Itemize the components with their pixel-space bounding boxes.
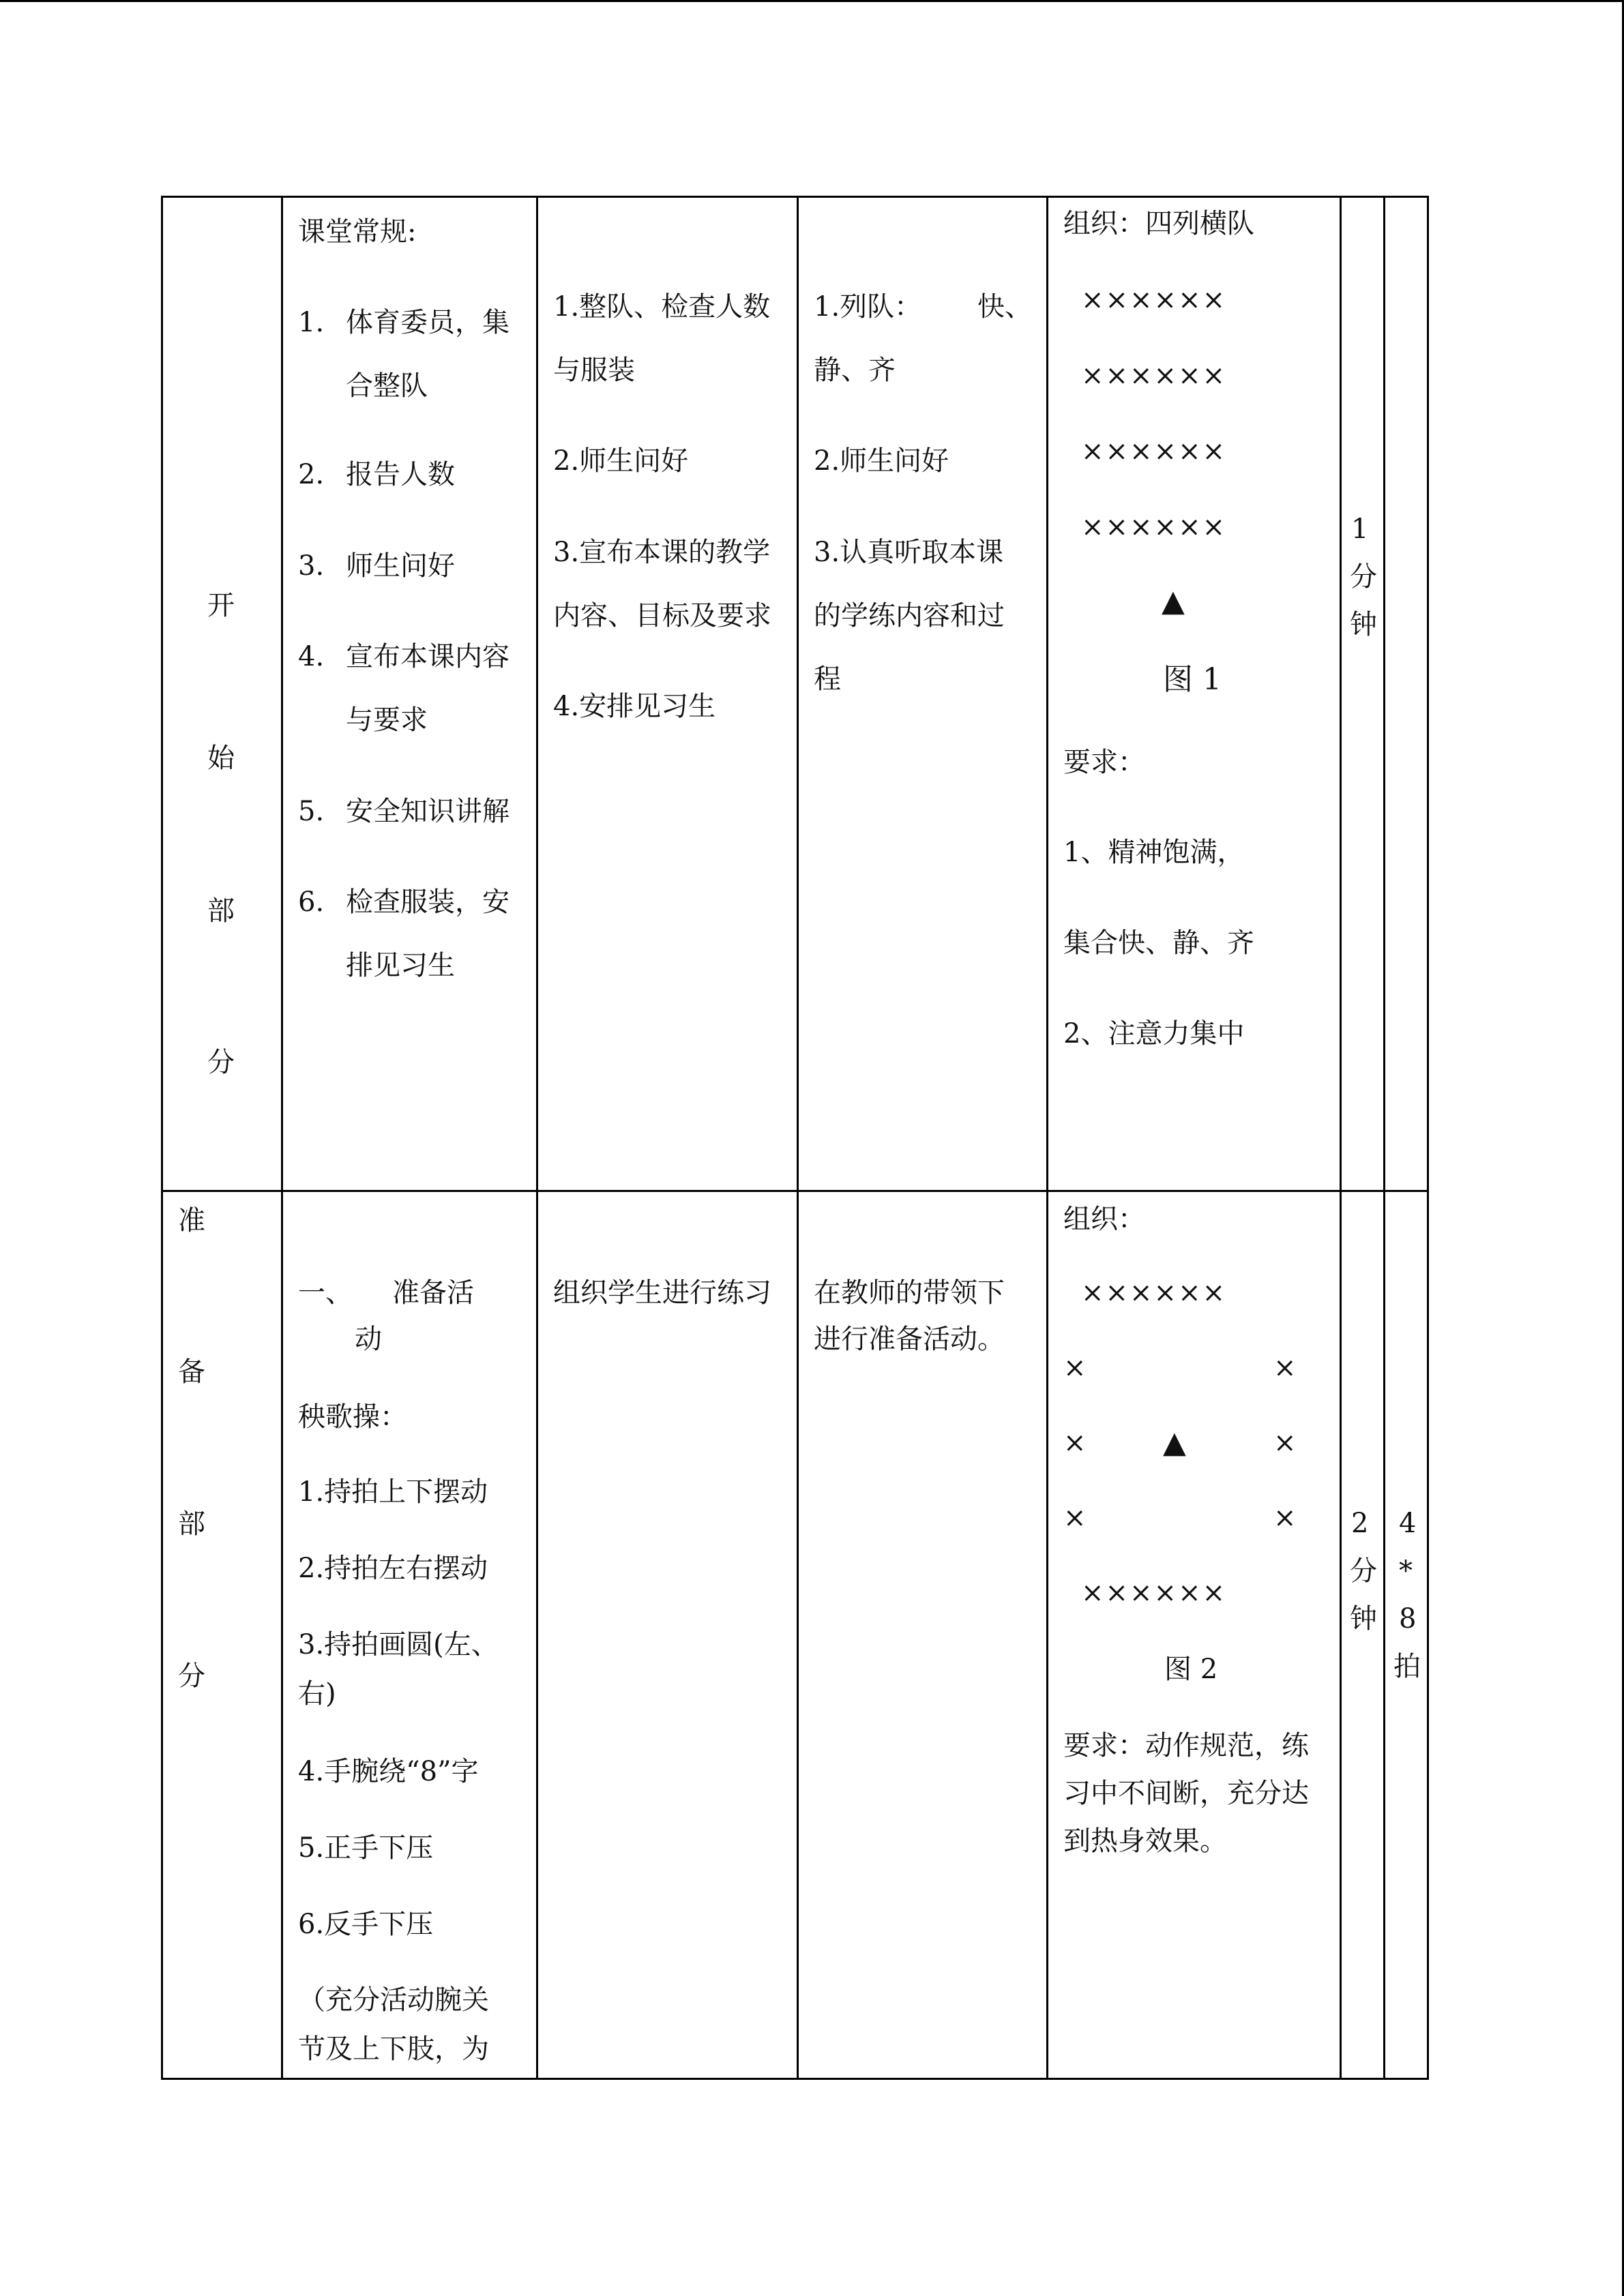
content-heading: 动 [355, 1324, 382, 1355]
formation-side-mark: × [1063, 1427, 1087, 1459]
teacher-line: 4.安排见习生 [553, 691, 716, 722]
count-cell [1385, 197, 1428, 1191]
section-name-cell [162, 197, 282, 1191]
student-line: 进行准备活动。 [814, 1324, 1005, 1355]
section-name-cell [162, 1191, 282, 2079]
formation-side-mark: × [1273, 1427, 1297, 1459]
exercise-item: 3.持拍画圆(左、 [298, 1629, 499, 1660]
exercise-item: 5.正手下压 [298, 1832, 434, 1864]
formation-row: ×××××× [1081, 360, 1227, 391]
lesson-plan-table [161, 196, 1429, 2080]
time-char: 钟 [1350, 1603, 1377, 1635]
student-line: 的学练内容和过 [814, 600, 1005, 631]
section-name-char: 部 [207, 895, 235, 927]
requirement-line: 2、注意力集中 [1063, 1018, 1245, 1049]
item-number: 5. [298, 796, 325, 827]
item-number: 1. [298, 307, 325, 338]
requirements-label: 要求： [1063, 747, 1145, 778]
formation-side-mark: × [1063, 1502, 1087, 1534]
time-char: 分 [1350, 561, 1377, 593]
item-text: 报告人数 [346, 459, 455, 490]
organization-title: 组织： [1063, 1204, 1145, 1235]
exercise-item: 1.持拍上下摆动 [298, 1476, 488, 1508]
formation-side-mark: × [1063, 1352, 1087, 1384]
item-number: 3. [298, 550, 325, 582]
item-text: 体育委员，集 [346, 307, 510, 338]
requirement-line: 集合快、静、齐 [1063, 927, 1254, 959]
section-name-char: 准 [178, 1205, 205, 1236]
section-name-char: 始 [207, 743, 235, 774]
teacher-activity-cell [537, 197, 798, 1191]
exercise-item: 2.持拍左右摆动 [298, 1553, 488, 1584]
exercise-item: 4.手腕绕“8”字 [298, 1756, 479, 1787]
teacher-line: 2.师生问好 [553, 445, 689, 477]
formation-row: ×××××× [1081, 284, 1227, 316]
student-line: 在教师的带领下 [814, 1277, 1005, 1309]
content-heading: 准备活 [392, 1277, 474, 1309]
teacher-line: 组织学生进行练习 [553, 1277, 771, 1309]
item-number: 4. [298, 641, 325, 672]
student-line: 静、齐 [814, 355, 896, 386]
section-row-opening [162, 197, 1428, 1191]
count-char: * [1399, 1555, 1413, 1587]
figure-caption: 图 2 [1164, 1654, 1218, 1685]
time-char: 2 [1351, 1508, 1369, 1539]
teacher-position-icon: ▲ [1163, 1425, 1186, 1460]
section-name-char: 开 [207, 590, 235, 621]
requirement-line: 习中不间断，充分达 [1063, 1778, 1309, 1809]
organization-cell [1048, 197, 1341, 1191]
count-cell [1385, 1191, 1428, 2079]
time-char: 分 [1350, 1555, 1377, 1587]
exercise-item: （充分活动腕关 [298, 1984, 489, 2016]
requirement-line: 要求：动作规范，练 [1063, 1730, 1309, 1761]
formation-bottom-row: ×××××× [1081, 1577, 1227, 1609]
content-cell [282, 197, 537, 1191]
teacher-line: 1.整队、检查人数 [553, 291, 771, 323]
student-line: 快、 [977, 291, 1032, 323]
teacher-position-icon: ▲ [1162, 584, 1185, 618]
section-name-char: 分 [207, 1047, 235, 1078]
student-line: 1.列队： [814, 291, 922, 323]
item-text: 安全知识讲解 [346, 796, 510, 827]
teacher-line: 内容、目标及要求 [553, 600, 771, 631]
exercise-item: 节及上下肢，为 [298, 2033, 489, 2065]
count-char: 4 [1399, 1508, 1417, 1539]
teacher-line: 3.宣布本课的教学 [553, 537, 771, 568]
student-activity-cell [798, 1191, 1048, 2079]
requirement-line: 1、精神饱满， [1063, 837, 1245, 868]
formation-row: ×××××× [1081, 436, 1227, 467]
item-text: 师生问好 [346, 550, 455, 582]
student-activity-cell [798, 197, 1048, 1191]
item-number: 2. [298, 459, 325, 490]
exercise-item: 右) [298, 1678, 336, 1710]
student-line: 程 [814, 664, 841, 695]
count-char: 8 [1399, 1603, 1417, 1635]
formation-top-row: ×××××× [1081, 1277, 1227, 1309]
content-cell [282, 1191, 537, 2079]
content-subtitle: 秧歌操： [298, 1401, 407, 1433]
formation-row: ×××××× [1081, 511, 1227, 543]
time-cell [1341, 1191, 1385, 2079]
teacher-activity-cell [537, 1191, 798, 2079]
item-text: 检查服装，安 [346, 886, 510, 918]
item-text: 宣布本课内容 [346, 641, 510, 672]
exercise-item: 6.反手下压 [298, 1909, 434, 1940]
formation-side-mark: × [1273, 1352, 1297, 1384]
section-name-char: 部 [178, 1508, 205, 1540]
section-name-char: 备 [178, 1356, 205, 1388]
content-heading-number: 一、 [298, 1277, 353, 1309]
item-text: 与要求 [346, 704, 428, 736]
teacher-line: 与服装 [553, 355, 635, 386]
item-text: 排见习生 [346, 950, 455, 981]
organization-title: 组织：四列横队 [1063, 208, 1254, 239]
organization-cell [1048, 1191, 1341, 2079]
item-number: 6. [298, 886, 325, 918]
requirement-line: 到热身效果。 [1063, 1825, 1227, 1857]
student-line: 2.师生问好 [814, 445, 949, 477]
time-cell [1341, 197, 1385, 1191]
time-char: 钟 [1350, 609, 1377, 640]
item-text: 合整队 [346, 370, 428, 402]
count-char: 拍 [1393, 1651, 1421, 1682]
content-heading: 课堂常规: [298, 216, 417, 248]
student-line: 3.认真听取本课 [814, 537, 1004, 568]
section-row-preparation [162, 1191, 1428, 2079]
time-char: 1 [1351, 513, 1369, 545]
figure-caption: 图 1 [1163, 662, 1222, 697]
formation-side-mark: × [1273, 1502, 1297, 1534]
section-name-char: 分 [178, 1660, 205, 1692]
